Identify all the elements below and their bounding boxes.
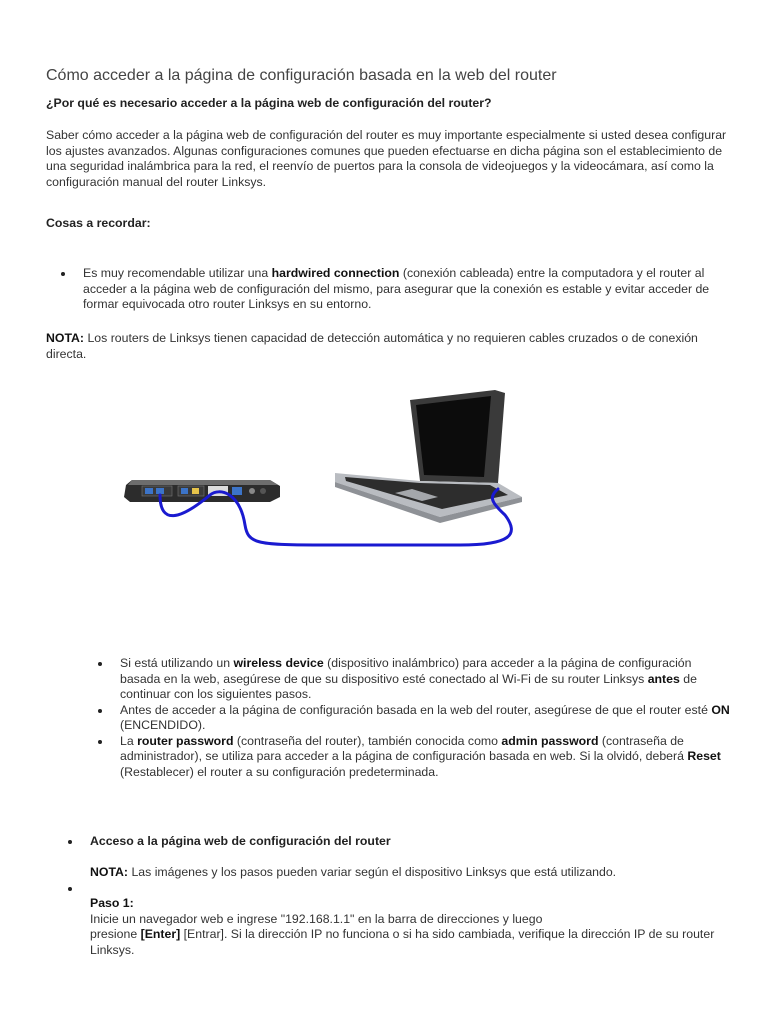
bullet-icon bbox=[98, 662, 102, 666]
note-text: Las imágenes y los pasos pueden variar según el dispositivo Linksys que está utilizando. bbox=[128, 865, 617, 879]
access-heading: Acceso a la página web de configuración del router bbox=[90, 834, 391, 848]
list-item: Antes de acceder a la página de configuración basada en la web del router, asegúrese de que el router esté ON (ENCENDIDO). bbox=[83, 703, 733, 734]
bullet1-text: Es muy recomendable utilizar una bbox=[83, 266, 272, 280]
page-title: Cómo acceder a la página de configuración basada en la web del router bbox=[46, 67, 557, 84]
router-icon bbox=[124, 480, 280, 502]
remember-heading: Cosas a recordar: bbox=[46, 216, 151, 230]
section-subtitle: ¿Por qué es necesario acceder a la página web de configuración del router? bbox=[46, 96, 492, 110]
bullet1-bold: hardwired connection bbox=[271, 266, 400, 280]
intro-paragraph: Saber cómo acceder a la página web de configuración del router es muy importante especialmente si usted desea configurar los ajustes avanzados. Algunas configuraciones comunes que pueden efectuarse en dicha página son el establecimiento de una seguridad inalámbrica para la red, el reenvío de puertos para la consola de videojuegos y la videocámara, así como la configuración manual del router Linksys. bbox=[46, 128, 727, 189]
note-paragraph bbox=[46, 331, 736, 362]
list-item: Si está utilizando un wireless device (dispositivo inalámbrico) para acceder a la página de configuración basada en la web, asegúrese de que su dispositivo esté conectado al Wi-Fi de su router Linksys antes de continuar con los siguientes pasos. bbox=[83, 656, 733, 703]
bullet-icon bbox=[68, 887, 72, 891]
note-label: NOTA: bbox=[46, 331, 85, 345]
access-section bbox=[46, 834, 736, 850]
bullet-icon bbox=[61, 272, 65, 276]
access-note bbox=[90, 865, 740, 881]
enter-key: [Enter] bbox=[140, 927, 181, 941]
step-1: Paso 1: Inicie un navegador web e ingrese "192.168.1.1" en la barra de direcciones y luego presione [Enter] [Entrar]. Si la dirección IP no funciona o si ha sido cambiada, verifique la dirección IP de su router Linksys. bbox=[90, 896, 730, 958]
bullet1-text-end: (conexión cableada) entre la computadora y el router al acceder a la página web de configuración del mismo, para asegurar que la conexión es estable y evitar acceder de formar equivocada otro router Linksys en su entorno. bbox=[83, 266, 710, 311]
bullet-icon bbox=[98, 709, 102, 713]
note-text: Los routers de Linksys tienen capacidad de detección automática y no requieren cables cruzados o de conexión directa. bbox=[46, 331, 698, 361]
step-label: Paso 1: bbox=[90, 896, 134, 910]
step-text: Inicie un navegador web e ingrese "192.168.1.1" en la barra de direcciones y luego bbox=[90, 911, 543, 926]
router-laptop-illustration bbox=[120, 385, 640, 555]
bullet-icon bbox=[68, 840, 72, 844]
note-label: NOTA: bbox=[90, 865, 129, 879]
bullet-list-2 bbox=[83, 656, 733, 780]
list-item bbox=[83, 266, 736, 313]
bullet-list-1 bbox=[46, 266, 736, 313]
list-item: La router password (contraseña del router), también conocida como admin password (contraseña de administrador), se utiliza para acceder a la página de configuración basada en web. Si la olvidó, deberá Reset (Restablecer) el router a su configuración predeterminada. bbox=[83, 734, 733, 781]
bullet-icon bbox=[98, 740, 102, 744]
